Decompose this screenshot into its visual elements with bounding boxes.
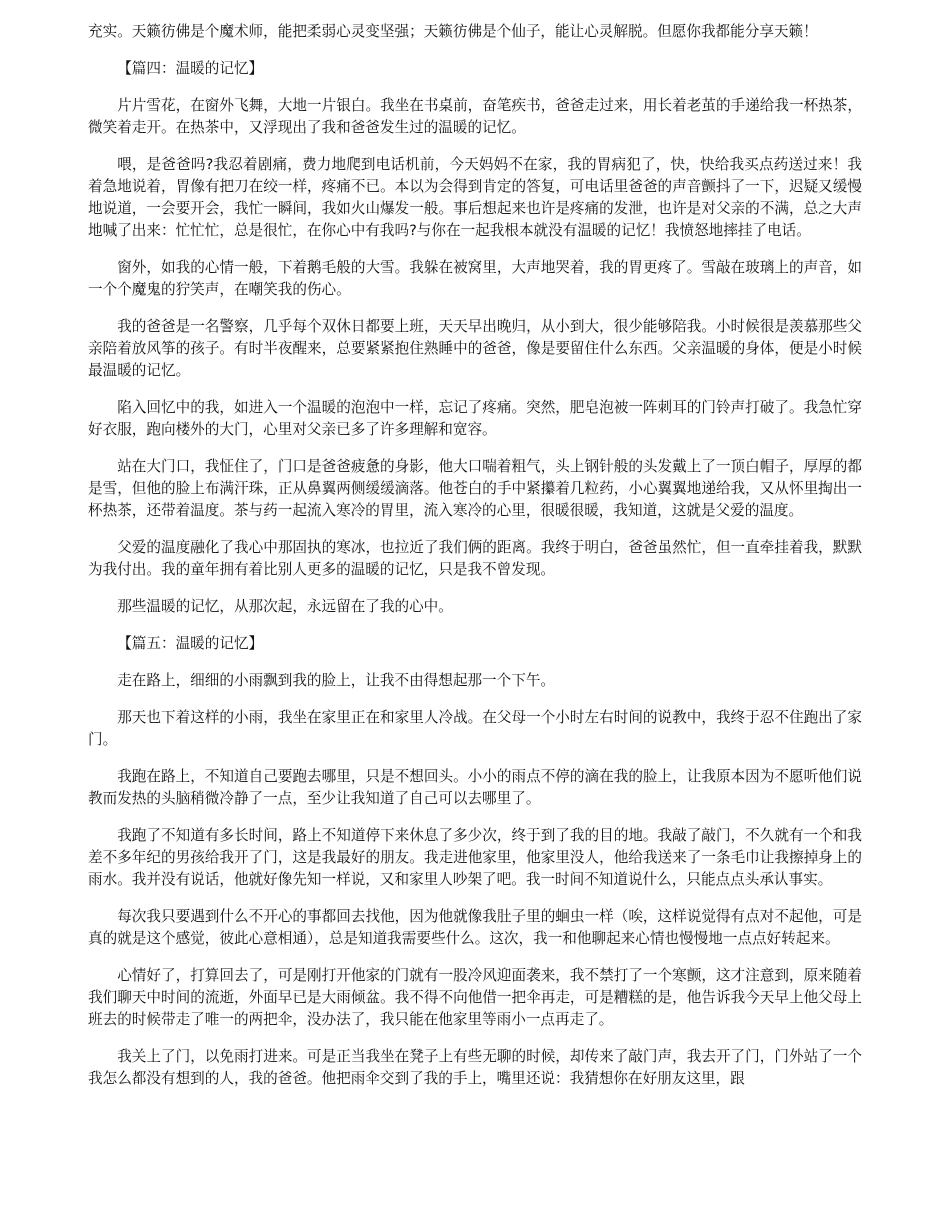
paragraph: 每次我只要遇到什么不开心的事都回去找他，因为他就像我肚子里的蛔虫一样（唉，这样说觉得有点对不起他，可是真的就是这个感觉，彼此心意相通），总是知道我需要些什么。这次，我一和他聊起来心情也慢慢地一点点好转起来。 <box>88 908 862 947</box>
paragraph: 那天也下着这样的小雨，我坐在家里正在和家里人冷战。在父母一个小时左右时间的说教中，我终于忍不住跑出了家门。 <box>88 709 862 748</box>
section-heading-4: 【篇四：温暖的记忆】 <box>117 60 264 77</box>
paragraph: 我跑了不知道有多长时间，路上不知道停下来休息了多少次，终于到了我的目的地。我敲了敲门，不久就有一个和我差不多年纪的男孩给我开了门，这是我最好的朋友。我走进他家里，他家里没人，他给我送来了一条毛巾让我擦掉身上的雨水。我并没有说话，他就好像先知一样说，又和家里人吵架了吧。我一时间不知道说什么，只能点点头承认事实。 <box>88 827 862 888</box>
section-heading-5: 【篇五：温暖的记忆】 <box>117 635 264 652</box>
paragraph: 心情好了，打算回去了，可是刚打开他家的门就有一股冷风迎面袭来，我不禁打了一个寒颤，这才注意到，原来随着我们聊天中时间的流逝，外面早已是大雨倾盆。我不得不向他借一把伞再走，可是糟糕的是，他告诉我今天早上他父母上班去的时候带走了唯一的两把伞，没办法了，我只能在他家里等雨小一点再走了。 <box>88 967 862 1028</box>
paragraph: 陷入回忆中的我，如进入一个温暖的泡泡中一样，忘记了疼痛。突然，肥皂泡被一阵刺耳的门铃声打破了。我急忙穿好衣服，跑向楼外的大门，心里对父亲已多了许多理解和宽容。 <box>88 399 862 438</box>
paragraph: 我跑在路上，不知道自己要跑去哪里，只是不想回头。小小的雨点不停的滴在我的脸上，让我原本因为不愿听他们说教而发热的头脑稍微冷静了一点，至少让我知道了自己可以去哪里了。 <box>88 768 862 807</box>
paragraph: 喂，是爸爸吗?我忍着剧痛，费力地爬到电话机前，今天妈妈不在家，我的胃病犯了，快，快给我买点药送过来！我着急地说着，胃像有把刀在绞一样，疼痛不已。本以为会得到肯定的答复，可电话里爸爸的声音颤抖了一下，迟疑又缓慢地说道，一会要开会，我忙一瞬间，我如火山爆发一般。事后想起来也许是疼痛的发泄，也许是对父亲的不满，总之大声地喊了出来：忙忙忙，总是很忙，在你心中有我吗?与你在一起我根本就没有温暖的记忆！我愤怒地摔挂了电话。 <box>88 156 862 239</box>
paragraph: 站在大门口，我怔住了，门口是爸爸疲惫的身影，他大口喘着粗气，头上钢针般的头发戴上了一顶白帽子，厚厚的都是雪，但他的脸上布满汗珠，正从鼻翼两侧缓缓滴落。他苍白的手中紧攥着几粒药，小心翼翼地递给我，又从怀里掏出一杯热茶，还带着温度。茶与药一起流入寒冷的胃里，流入寒冷的心里，很暖很暖，我知道，这就是父爱的温度。 <box>88 458 862 519</box>
paragraph: 那些温暖的记忆，从那次起，永远留在了我的心中。 <box>117 598 453 615</box>
paragraph: 窗外，如我的心情一般，下着鹅毛般的大雪。我躲在被窝里，大声地哭着，我的胃更疼了。雪敲在玻璃上的声音，如一个个魔鬼的狞笑声，在嘲笑我的伤心。 <box>88 259 862 298</box>
paragraph: 我的爸爸是一名警察，几乎每个双休日都要上班，天天早出晚归，从小到大，很少能够陪我。小时候很是羡慕那些父亲陪着放风筝的孩子。有时半夜醒来，总要紧紧抱住熟睡中的爸爸，像是要留住什么东西。父亲温暖的身体，便是小时候最温暖的记忆。 <box>88 318 862 379</box>
paragraph: 片片雪花，在窗外飞舞，大地一片银白。我坐在书桌前，奋笔疾书，爸爸走过来，用长着老茧的手递给我一杯热茶，微笑着走开。在热茶中，又浮现出了我和爸爸发生过的温暖的记忆。 <box>88 97 862 136</box>
paragraph: 走在路上，细细的小雨飘到我的脸上，让我不由得想起那一个下午。 <box>117 672 556 689</box>
paragraph: 父爱的温度融化了我心中那固执的寒冰，也拉近了我们俩的距离。我终于明白，爸爸虽然忙，但一直牵挂着我，默默为我付出。我的童年拥有着比别人更多的温暖的记忆，只是我不曾发现。 <box>88 539 862 578</box>
paragraph-intro: 充实。天籁彷佛是个魔术师，能把柔弱心灵变坚强；天籁彷佛是个仙子，能让心灵解脱。但愿你我都能分享天籁！ <box>88 23 818 40</box>
paragraph: 我关上了门，以免雨打进来。可是正当我坐在凳子上有些无聊的时候，却传来了敲门声，我去开了门，门外站了一个我怎么都没有想到的人，我的爸爸。他把雨伞交到了我的手上，嘴里还说：我猜想你在好朋友这里，跟 <box>88 1048 862 1087</box>
